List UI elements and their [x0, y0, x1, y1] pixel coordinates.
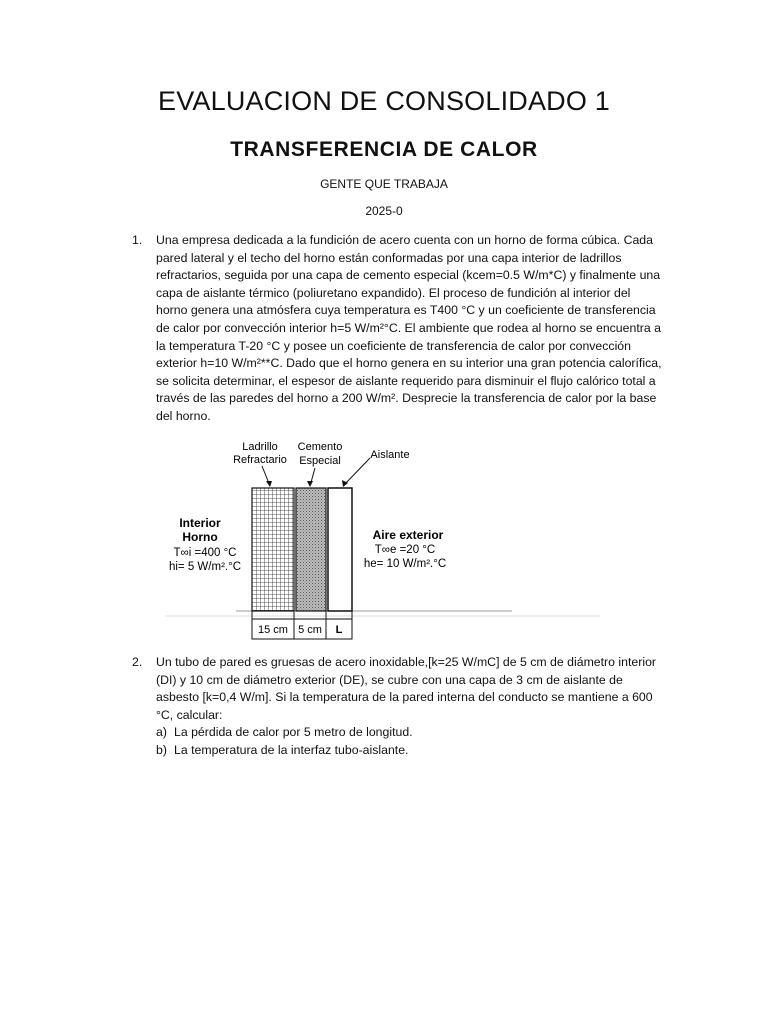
- inside-label-line2: Horno: [182, 530, 218, 544]
- inside-temp: T∞i =400 °C: [173, 547, 237, 559]
- question-text: Un tubo de pared es gruesas de acero inoxidable,[k=25 W/mC] de 5 cm de diámetro interior (DI) y 10 cm de diámetro exterior (DE), se cubre con una capa de 3 cm de aislante de asbesto [k=0,4 W/m]. Si la temperatura de la pared interna del conducto se mantiene a 600 °C, calcular:: [156, 655, 656, 722]
- sub-item-text: La temperatura de la interfaz tubo-aislante.: [174, 742, 409, 757]
- page-subtitle: TRANSFERENCIA DE CALOR: [230, 138, 538, 161]
- term-label: 2025-0: [365, 204, 403, 218]
- question-1: [132, 232, 662, 426]
- brick-label-line2: Refractario: [233, 454, 287, 466]
- question-number: 2.: [132, 655, 143, 669]
- insulation-layer: [328, 488, 352, 611]
- outside-h: he= 10 W/m².°C: [363, 558, 447, 570]
- cement-label-line2: Especial: [299, 455, 341, 467]
- page-title: EVALUACION DE CONSOLIDADO 1: [157, 86, 610, 116]
- question-number: 1.: [132, 233, 143, 247]
- cement-label-line1: Cemento: [297, 441, 343, 453]
- outside-label: Aire exterior: [372, 528, 444, 542]
- sub-item-label: a): [156, 725, 167, 740]
- inside-h: hi= 5 W/m².°C: [168, 561, 242, 573]
- brick-label-line1: Ladrillo: [242, 441, 278, 453]
- brick-layer: [252, 488, 294, 611]
- dim-insulation: L: [335, 624, 343, 636]
- dim-cement: 5 cm: [298, 624, 322, 636]
- sub-item-label: b): [156, 742, 167, 757]
- wall-diagram: [0, 430, 768, 655]
- question-2: [132, 654, 662, 760]
- sub-item-a: [156, 724, 662, 742]
- outside-temp: T∞e =20 °C: [374, 544, 436, 556]
- dim-brick: 15 cm: [258, 624, 288, 636]
- group-name: GENTE QUE TRABAJA: [320, 177, 448, 191]
- cement-layer: [296, 488, 326, 611]
- sub-item-b: [156, 742, 662, 760]
- question-text: Una empresa dedicada a la fundición de acero cuenta con un horno de forma cúbica. Cada pared lateral y el techo del horno están conformadas por una capa interior de ladrillos refractarios, seguida por una capa de cemento especial (kcem=0.5 W/m*C) y finalmente una capa de aislante térmico (poliuretano expandido). El proceso de fundición al interior del horno genera una atmósfera cuya temperatura es T400 °C y un coeficiente de transferencia de calor por convección interior h=5 W/m²°C. El ambiente que rodea al horno se encuentra a la temperatura T-20 °C y posee un coeficiente de transferencia de calor por convección exterior h=10 W/m²**C. Dado que el horno genera en su interior una gran potencia calorífica, se solicita determinar, el espesor de aislante requerido para disminuir el flujo calórico total a través de las paredes del horno a 200 W/m². Desprecie la transferencia de calor por la base del horno.: [156, 233, 662, 423]
- insulation-label: Aislante: [370, 449, 410, 461]
- inside-label-line1: Interior: [179, 516, 221, 530]
- sub-item-text: La pérdida de calor por 5 metro de longitud.: [174, 725, 413, 740]
